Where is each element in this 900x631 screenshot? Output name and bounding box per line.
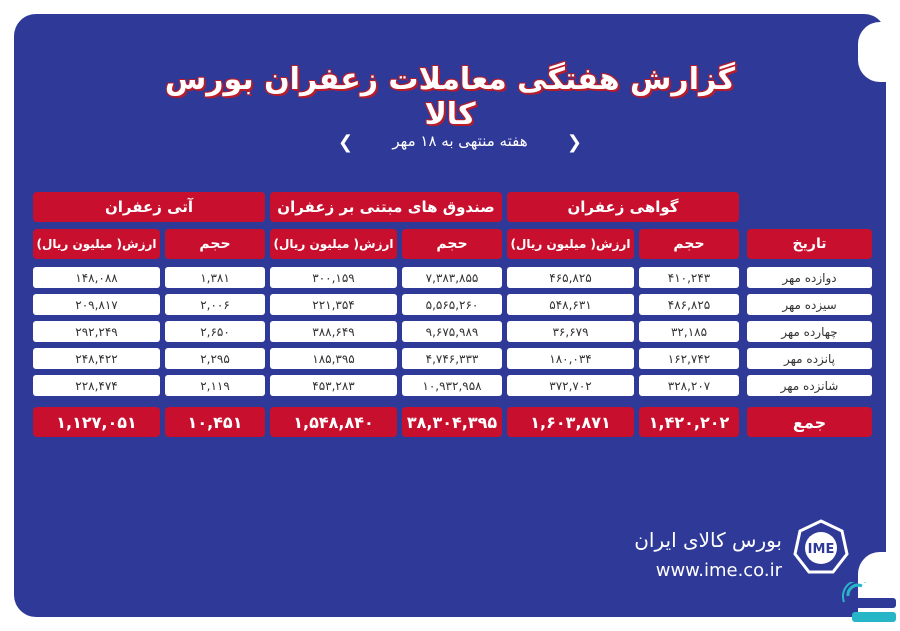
- totals-cert-value: ۱,۶۰۳,۸۷۱: [507, 407, 634, 437]
- table-cell-futures-volume: ۲,۰۰۶: [165, 294, 265, 315]
- table-cell-cert-volume: ۳۲,۱۸۵: [639, 321, 739, 342]
- table-cell-fund-value: ۳۰۰,۱۵۹: [270, 267, 397, 288]
- column-header-cert-volume: حجم: [639, 229, 739, 259]
- table-cell-futures-volume: ۲,۶۵۰: [165, 321, 265, 342]
- column-header-futures-volume: حجم: [165, 229, 265, 259]
- table-cell-futures-volume: ۲,۱۱۹: [165, 375, 265, 396]
- chevron-left-icon: ❮: [338, 132, 354, 153]
- logo-text: IME: [807, 542, 835, 557]
- table-cell-cert-value: ۱۸۰,۰۳۴: [507, 348, 634, 369]
- table-cell-fund-value: ۱۸۵,۳۹۵: [270, 348, 397, 369]
- totals-futures-value: ۱,۱۲۷,۰۵۱: [33, 407, 160, 437]
- page-subtitle: هفته منتهی به ۱۸ مهر: [392, 132, 528, 150]
- group-header-fund: صندوق های مبتنی بر زعفران: [270, 192, 502, 222]
- chevron-right-icon: ❯: [566, 132, 582, 153]
- table-cell-cert-volume: ۴۱۰,۲۴۳: [639, 267, 739, 288]
- totals-fund-value: ۱,۵۴۸,۸۴۰: [270, 407, 397, 437]
- card-notch-top: [858, 22, 898, 82]
- table-cell-fund-volume: ۵,۵۶۵,۲۶۰: [402, 294, 502, 315]
- table-cell-fund-value: ۳۸۸,۶۴۹: [270, 321, 397, 342]
- table-cell-date: شانزده مهر: [747, 375, 872, 396]
- totals-cert-volume: ۱,۴۲۰,۲۰۲: [639, 407, 739, 437]
- table-cell-futures-volume: ۱,۳۸۱: [165, 267, 265, 288]
- column-header-date: تاریخ: [747, 229, 872, 259]
- totals-futures-volume: ۱۰,۴۵۱: [165, 407, 265, 437]
- column-header-cert-value: ارزش( میلیون ریال): [507, 229, 634, 259]
- column-header-futures-value: ارزش( میلیون ریال): [33, 229, 160, 259]
- table-cell-fund-volume: ۹,۶۷۵,۹۸۹: [402, 321, 502, 342]
- table-cell-cert-volume: ۱۶۲,۷۴۲: [639, 348, 739, 369]
- corner-brand-logo: [842, 582, 900, 628]
- table-cell-date: پانزده مهر: [747, 348, 872, 369]
- table-cell-cert-volume: ۳۲۸,۲۰۷: [639, 375, 739, 396]
- table-cell-date: دوازده مهر: [747, 267, 872, 288]
- table-cell-fund-volume: ۴,۷۴۶,۳۳۳: [402, 348, 502, 369]
- group-header-futures: آتی زعفران: [33, 192, 265, 222]
- footer-organization-name: بورس کالای ایران: [634, 528, 782, 552]
- table-cell-futures-value: ۲۴۸,۴۲۲: [33, 348, 160, 369]
- page-title: گزارش هفتگی معاملات زعفران بورس کالا: [164, 62, 736, 132]
- table-cell-cert-value: ۳۶,۶۷۹: [507, 321, 634, 342]
- table-cell-fund-volume: ۷,۳۸۳,۸۵۵: [402, 267, 502, 288]
- ime-logo-icon: [792, 518, 850, 576]
- table-cell-date: چهارده مهر: [747, 321, 872, 342]
- table-cell-cert-volume: ۴۸۶,۸۲۵: [639, 294, 739, 315]
- table-cell-futures-value: ۱۴۸,۰۸۸: [33, 267, 160, 288]
- table-cell-cert-value: ۴۶۵,۸۲۵: [507, 267, 634, 288]
- column-header-fund-value: ارزش( میلیون ریال): [270, 229, 397, 259]
- table-cell-futures-volume: ۲,۲۹۵: [165, 348, 265, 369]
- table-cell-fund-value: ۴۵۳,۲۸۳: [270, 375, 397, 396]
- table-cell-futures-value: ۲۰۹,۸۱۷: [33, 294, 160, 315]
- totals-fund-volume: ۳۸,۳۰۴,۳۹۵: [402, 407, 502, 437]
- table-cell-date: سیزده مهر: [747, 294, 872, 315]
- table-cell-cert-value: ۵۴۸,۶۳۱: [507, 294, 634, 315]
- table-cell-fund-volume: ۱۰,۹۳۲,۹۵۸: [402, 375, 502, 396]
- table-cell-futures-value: ۲۲۸,۴۷۴: [33, 375, 160, 396]
- table-cell-fund-value: ۲۲۱,۳۵۴: [270, 294, 397, 315]
- group-header-certificate: گواهی زعفران: [507, 192, 739, 222]
- table-cell-futures-value: ۲۹۲,۲۴۹: [33, 321, 160, 342]
- subtitle-row: [330, 132, 590, 156]
- footer-website-url: www.ime.co.ir: [655, 560, 782, 581]
- table-cell-cert-value: ۳۷۲,۷۰۲: [507, 375, 634, 396]
- column-header-fund-volume: حجم: [402, 229, 502, 259]
- totals-label: جمع: [747, 407, 872, 437]
